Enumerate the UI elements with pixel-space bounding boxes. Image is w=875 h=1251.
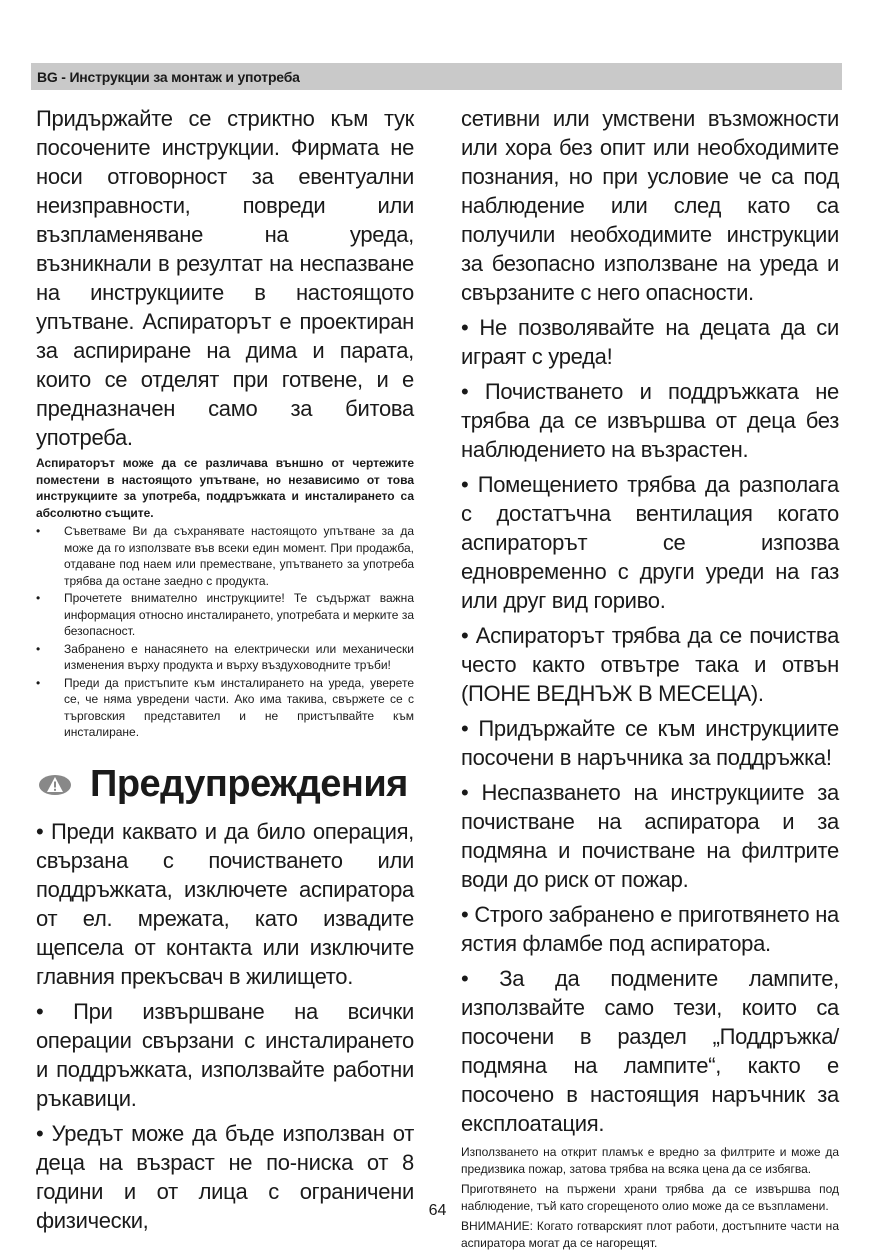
warning-icon [38, 774, 72, 796]
bullet-mark: • [36, 641, 41, 656]
list-item: • Прочетете внимателно инструкциите! Те съдържат важна информация относно инсталирането, употребата и мерките за безопасност. [36, 591, 414, 638]
header-title: BG - Инструкции за монтаж и употреба [37, 69, 300, 85]
right-paragraph: • Почистването и поддръжката не трябва да се извършва от деца без наблюдението на възрастен. [461, 379, 839, 462]
warning-paragraph: • Преди каквато и да било операция, свързана с почистването или поддръжката, изключете аспиратора от ел. мрежата, като извадите щепсела от контакта или изключите главния прекъсвач в жилището. [36, 818, 414, 989]
warning-heading [36, 761, 414, 809]
right-paragraph: • За да подмените лампите, използвайте само тези, които са посочени в раздел „Поддръжка/подмяна на лампите“, както е посочено в настоящия наръчник за експлоатация. [461, 966, 839, 1136]
bullet-mark: • [36, 591, 41, 605]
warning-paragraph: • Уредът може да бъде използван от деца на възраст не по-ниска от 8 години и от лица с ограничени физически, [36, 1120, 414, 1233]
bullet-mark: • [36, 675, 41, 690]
right-paragraph: • Аспираторът трябва да се почиства често както отвътре така и отвън (ПОНЕ ВЕДНЪЖ В МЕСЕЦА). [461, 623, 839, 706]
bullet-list [36, 523, 414, 741]
small-note: ВНИМАНИЕ: Когато готварският плот работи, достъпните части на аспиратора могат да се нагорещят. [461, 1219, 839, 1250]
bullet-mark: • [36, 524, 41, 538]
header-bar [31, 63, 842, 90]
warning-paragraph: • При извършване на всички операции свързани с инсталирането и поддръжката, използвайте работни ръкавици. [36, 998, 414, 1111]
right-paragraph: • Придържайте се към инструкциите посочени в наръчника за поддръжка! [461, 716, 839, 770]
warning-title: Предупреждения [90, 763, 408, 805]
list-item: • Забранено е нанасянето на електрически или механически изменения върху продукта и върху въздуховодните тръби! [36, 641, 414, 672]
intro-paragraph: Придържайте се стриктно към тук посочените инструкции. Фирмата не носи отговорност за евентуални неизправности, повреди или възпламеняване на уреда, възникнали в резултат на неспазване на инструкциите в настоящото упътване. Аспираторът е проектиран за аспириране на дима и парата, които се отделят при готвене, и е предназначен само за битова употреба. [36, 106, 414, 450]
right-paragraph: • Не позволявайте на децата да си играят с уреда! [461, 315, 839, 369]
list-item: • Съветваме Ви да съхранявате настоящото упътване за да може да го използвате във всеки един момент. При продажба, отдаване под наем или преместване, упътването за употреба трябва да остане заедно с продукта. [36, 524, 414, 588]
right-paragraph: сетивни или умствени възможности или хора без опит или необходимите познания, но при условие че са под наблюдение или след като са получили необходимите инструкции за безопасно използване на уреда и свързаните с него опасности. [461, 106, 839, 305]
bold-note: Аспираторът може да се различава външно от чертежите поместени в настоящото упътване, но независимо от това инструкциите за употреба, поддръжката и инсталирането са абсолютно същите. [36, 456, 414, 520]
right-paragraph: • Помещението трябва да разполага с достатъчна вентилация когато аспираторът се изпозва едновременно с други уреди на газ или друг вид гориво. [461, 472, 839, 613]
page-number: 64 [428, 1202, 447, 1219]
right-paragraph: • Неспазването на инструкциите за почистване на аспиратора и за подмяна и почистване на филтрите води до риск от пожар. [461, 780, 839, 892]
list-item: • Преди да пристъпите към инсталирането на уреда, уверете се, че няма увредени части. Ако има такива, свържете се с търговския представител и не пристъпвайте към инсталиране. [36, 675, 414, 739]
small-note: Използването на открит пламък е вредно за филтрите и може да предизвика пожар, затова трябва на всяка цена да се избягва. [461, 1145, 839, 1176]
left-column [36, 104, 414, 1241]
right-paragraph: • Строго забранено е приготвянето на ястия фламбе под аспиратора. [461, 902, 839, 956]
small-note: Приготвянето на пържени храни трябва да се извършва под наблюдение, тъй като сгорещеното олио може да се възпламени. [461, 1182, 839, 1213]
right-column [461, 104, 839, 1251]
